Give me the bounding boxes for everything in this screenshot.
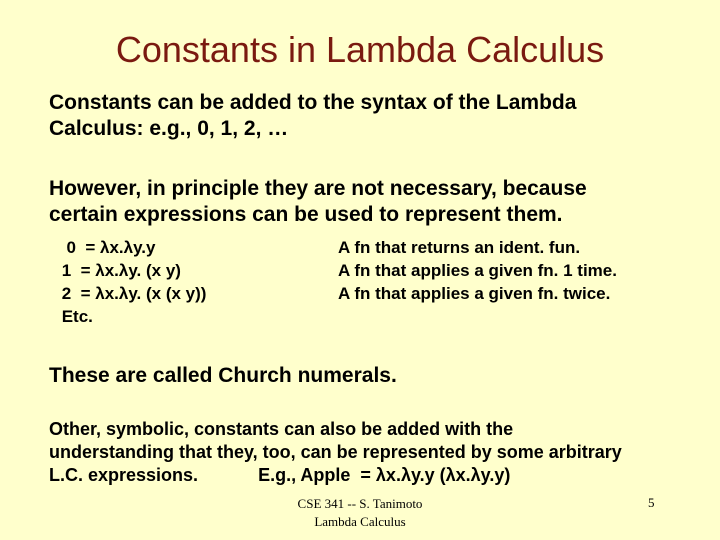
numeral-expressions — [57, 236, 317, 328]
however-paragraph — [49, 176, 699, 228]
footer-topic: Lambda Calculus — [314, 514, 406, 529]
footer-course: CSE 341 -- S. Tanimoto — [297, 496, 423, 511]
church-numerals-line: These are called Church numerals. — [49, 364, 397, 387]
other-line: Other, symbolic, constants can also be added with the — [49, 419, 514, 439]
numeral-expression: Etc. — [57, 307, 93, 326]
other-line: L.C. expressions. E.g., Apple = λx.λy.y (λx.λy.y) — [49, 465, 511, 485]
numeral-description: A fn that applies a given fn. 1 time. — [338, 261, 617, 280]
numeral-expression: 0 = λx.λy.y — [57, 238, 156, 257]
slide-footer — [270, 495, 450, 531]
numeral-descriptions — [338, 236, 698, 305]
numeral-description: A fn that applies a given fn. twice. — [338, 284, 611, 303]
slide-title: Constants in Lambda Calculus — [115, 29, 605, 70]
other-line: understanding that they, too, can be represented by some arbitrary — [49, 442, 622, 462]
numeral-description: A fn that returns an ident. fun. — [338, 238, 581, 257]
page-number: 5 — [648, 495, 655, 510]
numeral-expression: 1 = λx.λy. (x y) — [57, 261, 181, 280]
numeral-expression: 2 = λx.λy. (x (x y)) — [57, 284, 207, 303]
however-line: certain expressions can be used to represent them. — [49, 203, 563, 226]
other-constants-paragraph — [49, 418, 709, 487]
intro-paragraph — [49, 90, 699, 142]
however-line: However, in principle they are not necessary, because — [49, 177, 587, 200]
intro-line: Calculus: e.g., 0, 1, 2, … — [49, 117, 289, 140]
intro-line: Constants can be added to the syntax of the Lambda — [49, 91, 577, 114]
